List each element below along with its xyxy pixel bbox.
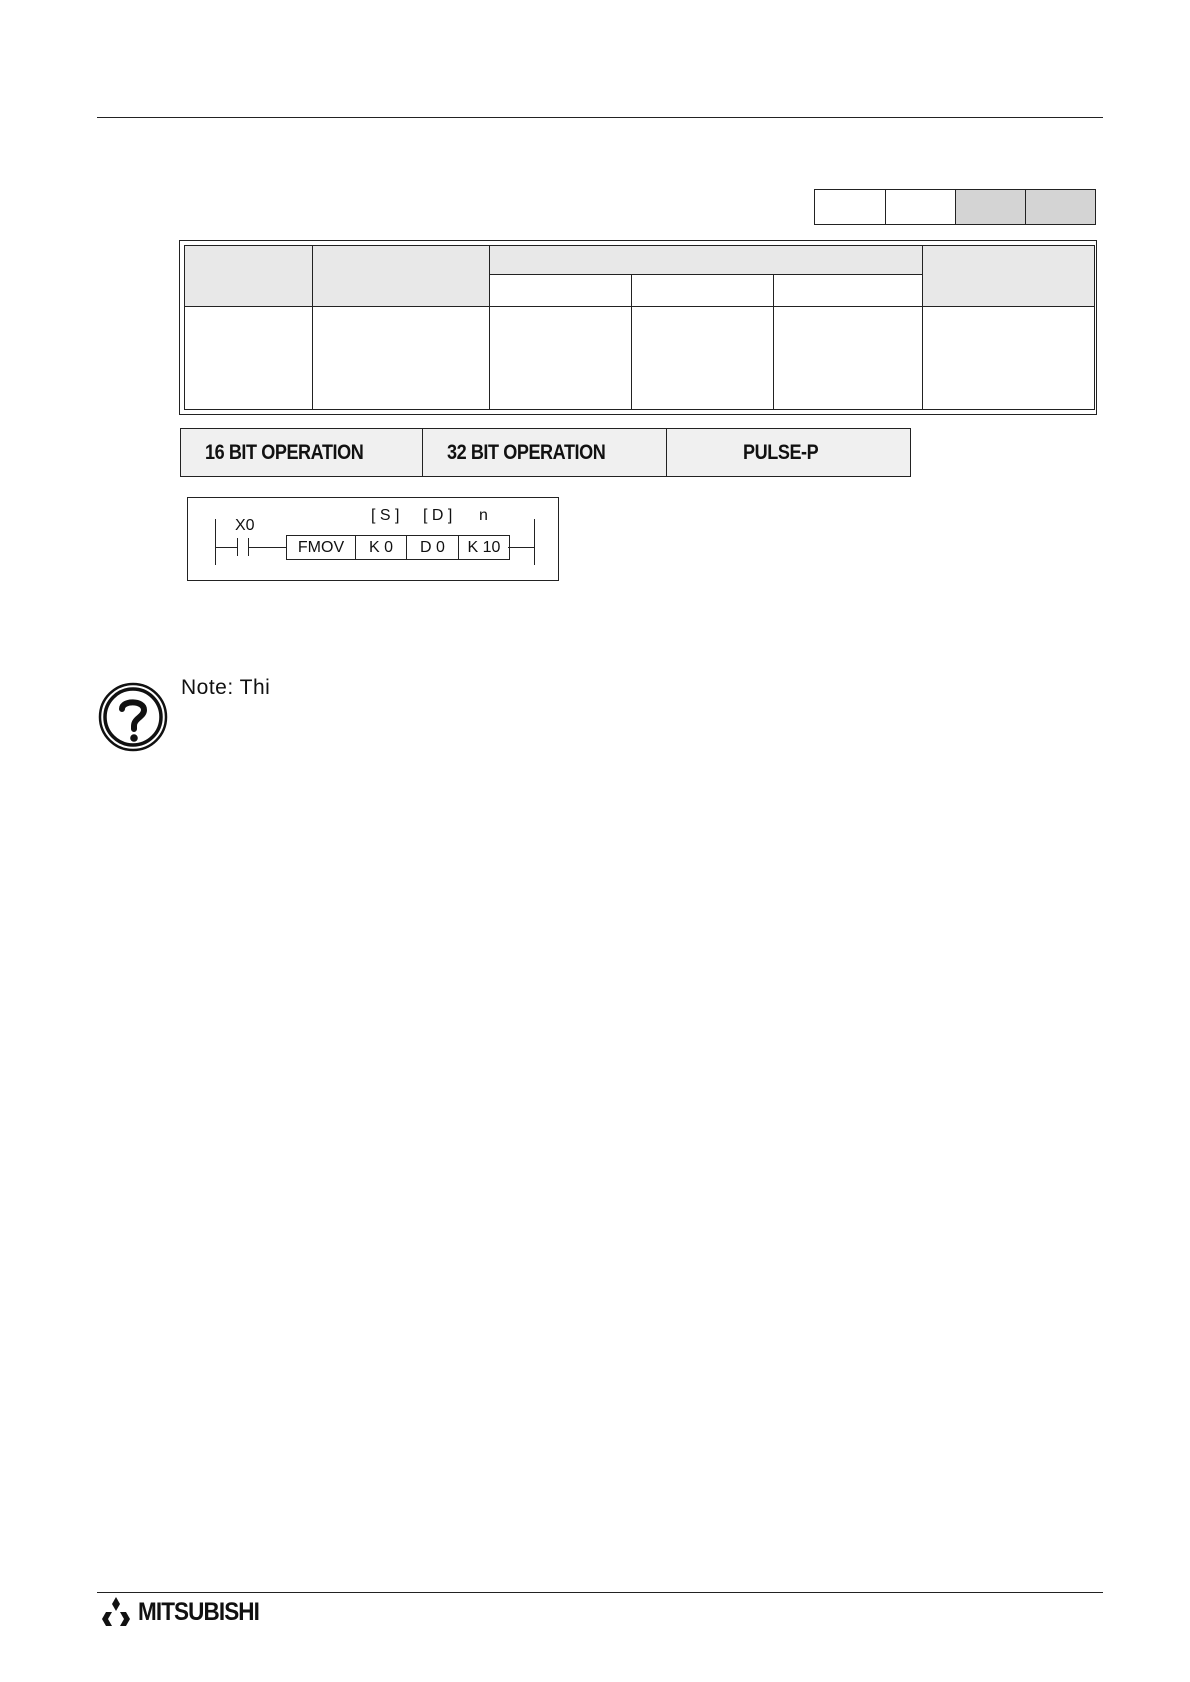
op-32bit-label: 32 BIT OPERATION bbox=[447, 440, 606, 464]
table-cell bbox=[313, 307, 490, 410]
table-header-cell bbox=[490, 246, 923, 275]
compat-cell bbox=[955, 190, 1025, 224]
table-cell bbox=[632, 307, 774, 410]
three-diamond-logo-icon bbox=[98, 1597, 134, 1627]
operand-label-d: [ D ] bbox=[423, 507, 453, 524]
table-cell bbox=[490, 307, 632, 410]
instruction-box bbox=[286, 535, 510, 560]
op-16bit-label: 16 BIT OPERATION bbox=[205, 440, 364, 464]
table-cell bbox=[185, 307, 313, 410]
operand-source: K 0 bbox=[355, 536, 406, 559]
table-header-cell bbox=[313, 246, 490, 307]
footer-logo bbox=[98, 1597, 272, 1627]
table-subheader-cell bbox=[774, 275, 923, 307]
header-rule bbox=[97, 117, 1103, 118]
contact-label: X0 bbox=[235, 517, 255, 534]
table-subheader-cell bbox=[632, 275, 774, 307]
operand-label-s: [ S ] bbox=[371, 507, 400, 524]
op-32bit bbox=[423, 428, 667, 477]
table-cell bbox=[923, 307, 1095, 410]
table-subheader-cell bbox=[490, 275, 632, 307]
contact-bar-left bbox=[237, 538, 238, 556]
rung-wire bbox=[215, 547, 237, 548]
op-16bit bbox=[180, 428, 423, 477]
table-cell bbox=[774, 307, 923, 410]
operand-label-n: n bbox=[479, 507, 488, 524]
brand-name: MITSUBISHI bbox=[138, 1597, 260, 1626]
footer-rule bbox=[97, 1592, 1103, 1593]
op-pulse-label: PULSE-P bbox=[743, 440, 819, 464]
op-pulse bbox=[667, 428, 911, 477]
rung-wire bbox=[248, 547, 286, 548]
table-header-cell bbox=[923, 246, 1095, 307]
operand-count: K 10 bbox=[458, 536, 509, 559]
note-text: Note: Thi bbox=[181, 676, 271, 699]
operation-bar bbox=[180, 428, 911, 477]
ladder-diagram bbox=[187, 497, 559, 581]
compat-cell bbox=[1025, 190, 1095, 224]
instruction-name: FMOV bbox=[297, 538, 345, 556]
table-header-cell bbox=[185, 246, 313, 307]
plc-compatibility-boxes bbox=[814, 189, 1096, 225]
question-mark-icon bbox=[98, 682, 168, 752]
left-power-rail bbox=[215, 519, 216, 565]
operand-destination: D 0 bbox=[406, 536, 458, 559]
compat-cell bbox=[815, 190, 885, 224]
right-power-rail bbox=[534, 519, 535, 565]
rung-wire bbox=[508, 547, 534, 548]
compat-cell bbox=[885, 190, 955, 224]
operand-table bbox=[184, 245, 1095, 410]
